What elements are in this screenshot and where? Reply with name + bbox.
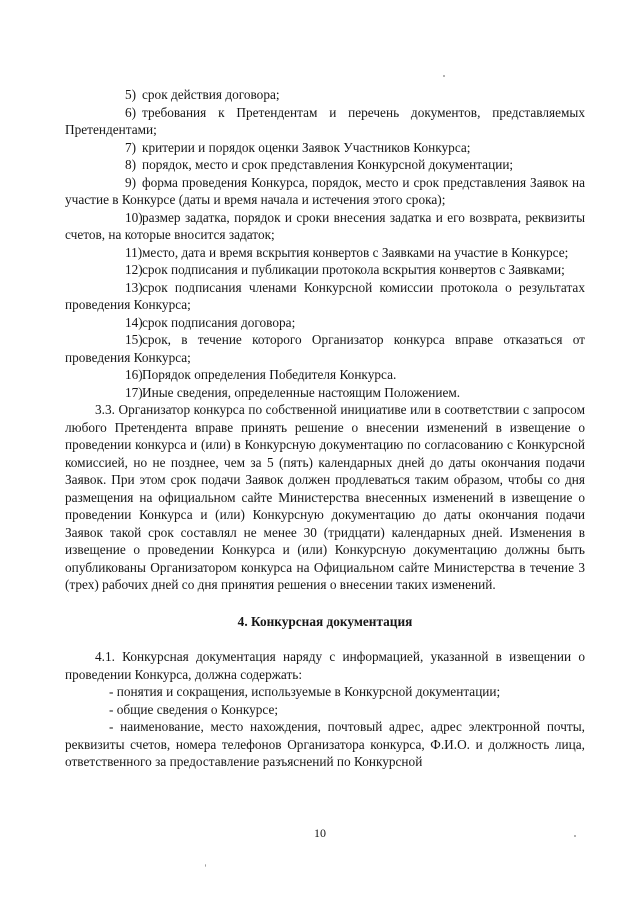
dash-list-item: - общие сведения о Конкурсе; xyxy=(109,701,279,717)
list-item xyxy=(65,209,585,244)
list-item xyxy=(65,331,585,366)
list-item-number: 7) xyxy=(125,139,137,155)
list-item xyxy=(65,314,585,332)
list-item-text: место, дата и время вскрытия конвертов с Заявками на участие в Конкурсе; xyxy=(142,244,569,260)
scan-speck xyxy=(443,75,445,77)
list-item-text: срок, в течение которого Организатор конкурса вправе отказаться от проведения Конкурса; xyxy=(65,332,585,365)
document-body xyxy=(65,86,585,771)
list-item-number: 11) xyxy=(125,244,143,260)
dash-list-item: - понятия и сокращения, используемые в Конкурсной документации; xyxy=(109,684,501,699)
list-item xyxy=(65,279,585,314)
list-item xyxy=(65,156,585,174)
list-item xyxy=(65,139,585,157)
list-item-text: срок подписания членами Конкурсной комиссии протокола о результатах проведения Конкурса; xyxy=(65,279,585,312)
page-number: 10 xyxy=(314,826,326,840)
section-heading: 4. Конкурсная документация xyxy=(237,613,413,629)
dash-list-item: - наименование, место нахождения, почтовый адрес, адрес электронной почты, реквизиты счетов, номера телефонов Организатора конкурса, Ф.И.О. и должность лица, ответственного за предоставление разъяснений по Конкурсной xyxy=(65,719,585,769)
list-item-number: 13) xyxy=(125,279,143,295)
list-item-number: 8) xyxy=(125,157,137,172)
list-item xyxy=(65,366,585,384)
list-item-number: 6) xyxy=(125,104,137,120)
list-item-text: срок подписания и публикации протокола вскрытия конвертов с Заявками; xyxy=(142,262,565,277)
list-item xyxy=(65,86,585,104)
list-item-number: 17) xyxy=(125,384,143,400)
list-item xyxy=(65,384,585,402)
list-item-number: 15) xyxy=(125,332,143,347)
paragraph-3-3: 3.3. Организатор конкурса по собственной инициативе или в соответствии с запросом любого Претендента вправе принять решение о внесении изменений в извещение о проведении конкурса и (или) в Конкурсную документацию по согласованию с Конкурсной комиссией, но не позднее, чем за 5 (пять) календарных дней до даты окончания подачи Заявок. При этом срок подачи Заявок должен продлеваться таким образом, чтобы со дня размещения на официальном сайте Министерства внесенных изменений в извещение о проведении Конкурса и (или) Конкурсную документацию до даты окончания подачи Заявок такой срок составлял не менее 30 (тридцати) календарных дней. Изменения в извещение о проведении Конкурса и (или) Конкурсную документацию должны быть опубликованы Организатором конкурса на Официальном сайте Министерства в течение 3 (трех) рабочих дней со дня принятия решения о внесении таких изменений. xyxy=(65,402,585,592)
list-item-text: Иные сведения, определенные настоящим Положением. xyxy=(142,384,461,400)
list-item-text: размер задатка, порядок и сроки внесения задатка и его возврата, реквизиты счетов, на которые вносится задаток; xyxy=(65,209,585,242)
list-item xyxy=(65,174,585,209)
list-item-text: требования к Претендентам и перечень документов, представляемых Претендентами; xyxy=(65,104,585,137)
list-item xyxy=(65,244,585,262)
list-item-text: форма проведения Конкурса, порядок, место и срок представления Заявок на участие в Конкурсе (даты и время начала и истечения этого срока); xyxy=(65,174,585,207)
list-item xyxy=(65,104,585,139)
list-item-text: срок действия договора; xyxy=(142,87,280,102)
list-item-text: порядок, место и срок представления Конкурсной документации; xyxy=(142,157,514,172)
list-item-number: 9) xyxy=(125,174,137,190)
list-item-text: Порядок определения Победителя Конкурса. xyxy=(142,367,397,382)
list-item-number: 14) xyxy=(125,314,143,330)
list-item-number: 16) xyxy=(125,367,143,382)
paragraph-4-1: 4.1. Конкурсная документация наряду с информацией, указанной в извещении о проведении Конкурса, должна содержать: xyxy=(65,649,585,682)
dash-list xyxy=(65,683,585,771)
list-item-text: срок подписания договора; xyxy=(142,314,296,330)
scan-speck xyxy=(574,835,576,837)
scan-speck xyxy=(205,864,206,867)
list-item xyxy=(65,261,585,279)
numbered-list xyxy=(65,86,585,401)
list-item-number: 10) xyxy=(125,209,143,225)
list-item-number: 12) xyxy=(125,262,143,277)
list-item-number: 5) xyxy=(125,87,137,102)
list-item-text: критерии и порядок оценки Заявок Участников Конкурса; xyxy=(142,139,471,155)
